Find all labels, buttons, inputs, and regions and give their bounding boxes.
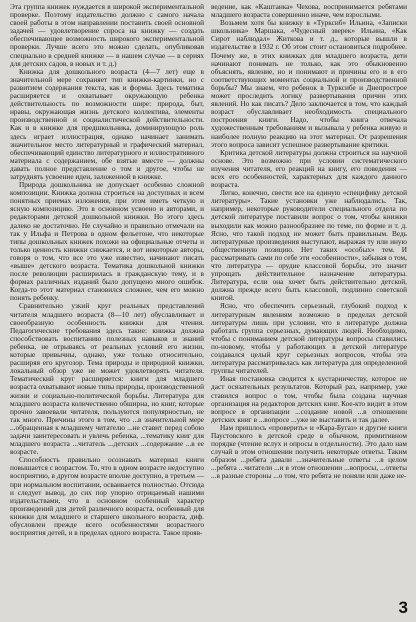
- left-paragraph-4: Сравнительно узкий круг реальных представлений читателя младшего возраста (8—10 лет) обуславливает и своеобразную особенность книжки для чтения. Педагогические требования здесь такие: книжка должна способствовать воспитанию полезных навыков и знаний ребенка, не отрываясь от реальных условий его жизни, которые привычны, однако, уже только относительно, расширяя его кругозор. Тема природы и природной книжки, локальный обзор уже не может удовлетворять читателя. Тематический круг расширяется: книги для младшего возраста охватывают новые типы природы, производственной жизни и социально-политической борьбы. Литература для младшего возраста количественно обширна, но книг, которые прочно завоевали читателя, пользуются популярностью, не так много. Причины этого в том, что ...в значительной мере ...обращенная к младшему читателю ...не ставит перед собою задачи заинтересовать и увлечь ребенка, ...тематику книг для младшего возраста ...читатель ...детских ...содержание ...в ее возрасте.: [10, 301, 204, 457]
- right-column: [211, 3, 407, 481]
- right-paragraph-6: Иная постановка сводится к кустарничеству, которое не даст осязательных результатов. Который раз, например, уже ставился вопрос о том, чтобы была создана научная организация на редакторов детских книг. Кое-кто видит в этом вопросе в организации ...создание новой ...в отношении детских книг в ...вопросе ...уже не выставить и так далее.: [211, 374, 407, 424]
- left-paragraph-3: Природа дошкольника не допускает особенно сложной композиции. Книжка должна строиться на доступных и всем понятных приемах изложения, при этом иметь четкую и ясную композицию. Это в основном усвоено и авторами, и редакторами детской дошкольной книжки. Но этого здесь далеко не достаточно. Не случайно и правильно отмечали на так у Ильфа и Петрова в одном фельетоне, что некоторые типы дошкольных книжек похожи на официальные отчеты и только ценность книжки снижается, и вот некоторые авторы, говоря о том, что все это уже известно, начинают писать «выше» детского возраста. Тематика дошкольной книжки после революции расширилась в гражданскую тему, и в формах различных изданий было допущено много ошибок. Когда-то этот материал становился сложнее, чем его можно понять ребенку.: [10, 180, 204, 303]
- right-paragraph-4: Легко, конечно, свести все на единую «специфику детской литературы». Такие установки уже наблюдались. Так, например, некоторые руководители специального отдела по детской литературе поставили вопрос о том, чтобы книжки выходили как можно разнообразнее по теме, по форме и т. д. Ясно, что такой подход не может быть правильным. Ведь литературные произведения выступают, выражая ту или иную общественную позицию. Нет таких «особых» тем. И рассматривать сами по себе эти «особенности», забывая о том, что литература — орудие классовой борьбы, это значит упрощать действительное назначение литературы. Литература, если она хочет быть действительно детской, должна прежде всего быть классовой, подлинно советской книгой.: [211, 188, 407, 303]
- right-paragraph-5: Ясно, что обеспечить серьезный, глубокий подход к литературным явлениям возможно в пределах детской литературы лишь при условии, что в литературе должна работать группа серьезных, думающих людей. Необходимо, чтобы с пониманием детской литературы вопросы ставились по-новому, чтобы у работающих в детской литературе создавался целый круг серьезных вопросов, чтобы эта литература рассматривалась как литература для определенной группы читателей.: [211, 301, 407, 376]
- page-number: 3: [398, 598, 408, 617]
- left-column: [10, 3, 204, 537]
- left-paragraph-5: Способность правильно осознавать материал книги повышается с возрастом. То, что в одном возрасте недоступно восприятию, в другом возрасте вполне доступно, в третьем — при нормальном воспитании, осваивается полностью. Отсюда и следует вывод, до сих пор упорно отрицаемый нашими издательствами, что в основном особенный характер произведений для детей различного возраста, особенный для книжки для младшего и старшего школьного возраста, диф. обусловлен прежде всего особенностями возрастного восприятия детей, и в пределах одного возраста. Такое прояв-: [10, 455, 204, 538]
- right-paragraph-1: ведение, как «Каштанка» Чехова, воспринимается ребятами младшего возраста совершенно иначе, чем взрослыми.: [211, 2, 407, 20]
- right-paragraph-3: Критика детской литературы должна строиться на научной основе. Это возможно при условии систематического изучения читателя, его реакций на книгу, его поведения — всех его особенностей, характерных для каждого данного возраста.: [211, 147, 407, 190]
- left-paragraph-2: Книжка для дошкольного возраста (4—7 лет) еще в значительной мере сохраняет тип книжки-картинки, но с развитием содержания текста, как и формы. Здесь тематика расширяется и охватывает окружающую ребенка действительность по возможности шире: природа, быт, нравы, окружающая жизнь детского коллектива, элементы производственной и социалистической действительности. Как и в книжке для предшкольника, доминирующую роль здесь играет иллюстрация, однако начинает занимать значительное место литературный и графический материал, обеспечивающий единство литературного и иллюстративного материала с содержанием, обе взятые вместе — должны давать полное представление о том и другое, чтобы не затруднять усвоение идеи, заложенной в книжке.: [10, 66, 204, 181]
- left-paragraph-1: Эта группа книжек нуждается в широкой экспериментальной проверке. Поэтому издательство должно с самого начала своей работы в этом направлении поставить своей основной задачей — удовлетворение спроса на книжку — создать обеспечивающее возможность широкого экспериментальной проверки. Лучше всего это можно сделать, опубликовав специально в средней книжке — в нашем случае — в сериях для детских садов, в новых и т. д.): [10, 2, 204, 68]
- right-paragraph-7: Нам пришлось «проверить» и «Кара-Бугаз» и другие книги Паустовского в детской среде в обычном, примитивном порядке (чтение вслух и опросы в отдельности). Это дало нам случай в этом отношении получить некоторые ответы. Таким образом ...ребята давали ...значительные ответы ...в целом ...ребята ...читатели ...и в этом отношении ...вопросы, ...ответы ...в разные стороны ...о том, что ребята не поняли или даже не-: [211, 422, 407, 481]
- right-paragraph-2: Возьмем хотя бы книжку в «Турксиб» Ильина, «Записки школьника» Маршака, «Чудесный зверек» Ильина, «Как Сирот наблюдал» Житкова и т. д., которые вышли в издательстве в 1932 г. Об этом стоит остановиться подробнее. Почему же, в этих книжках для младшего возраста, дети начинают понимать не только, как это обыкновенно объяснять, явление, но и понимают и причины его и в его соответствующих моментах социальной и производственной борьбы? Мы знаем, что ребенок в Турксибе и Днепрострое может проследить логику развертывания причин этих явлений. Но как писать? Дело заключается в том, что каждый возраст обуславливает необходимость специального построения книги. Надо, чтобы книга отвечала художественным требованиям и вызывала у ребенка живую и наиболее полную реакцию на этот материал. От разрешения этого вопроса зависит успешное развертывание критики.: [211, 18, 407, 149]
